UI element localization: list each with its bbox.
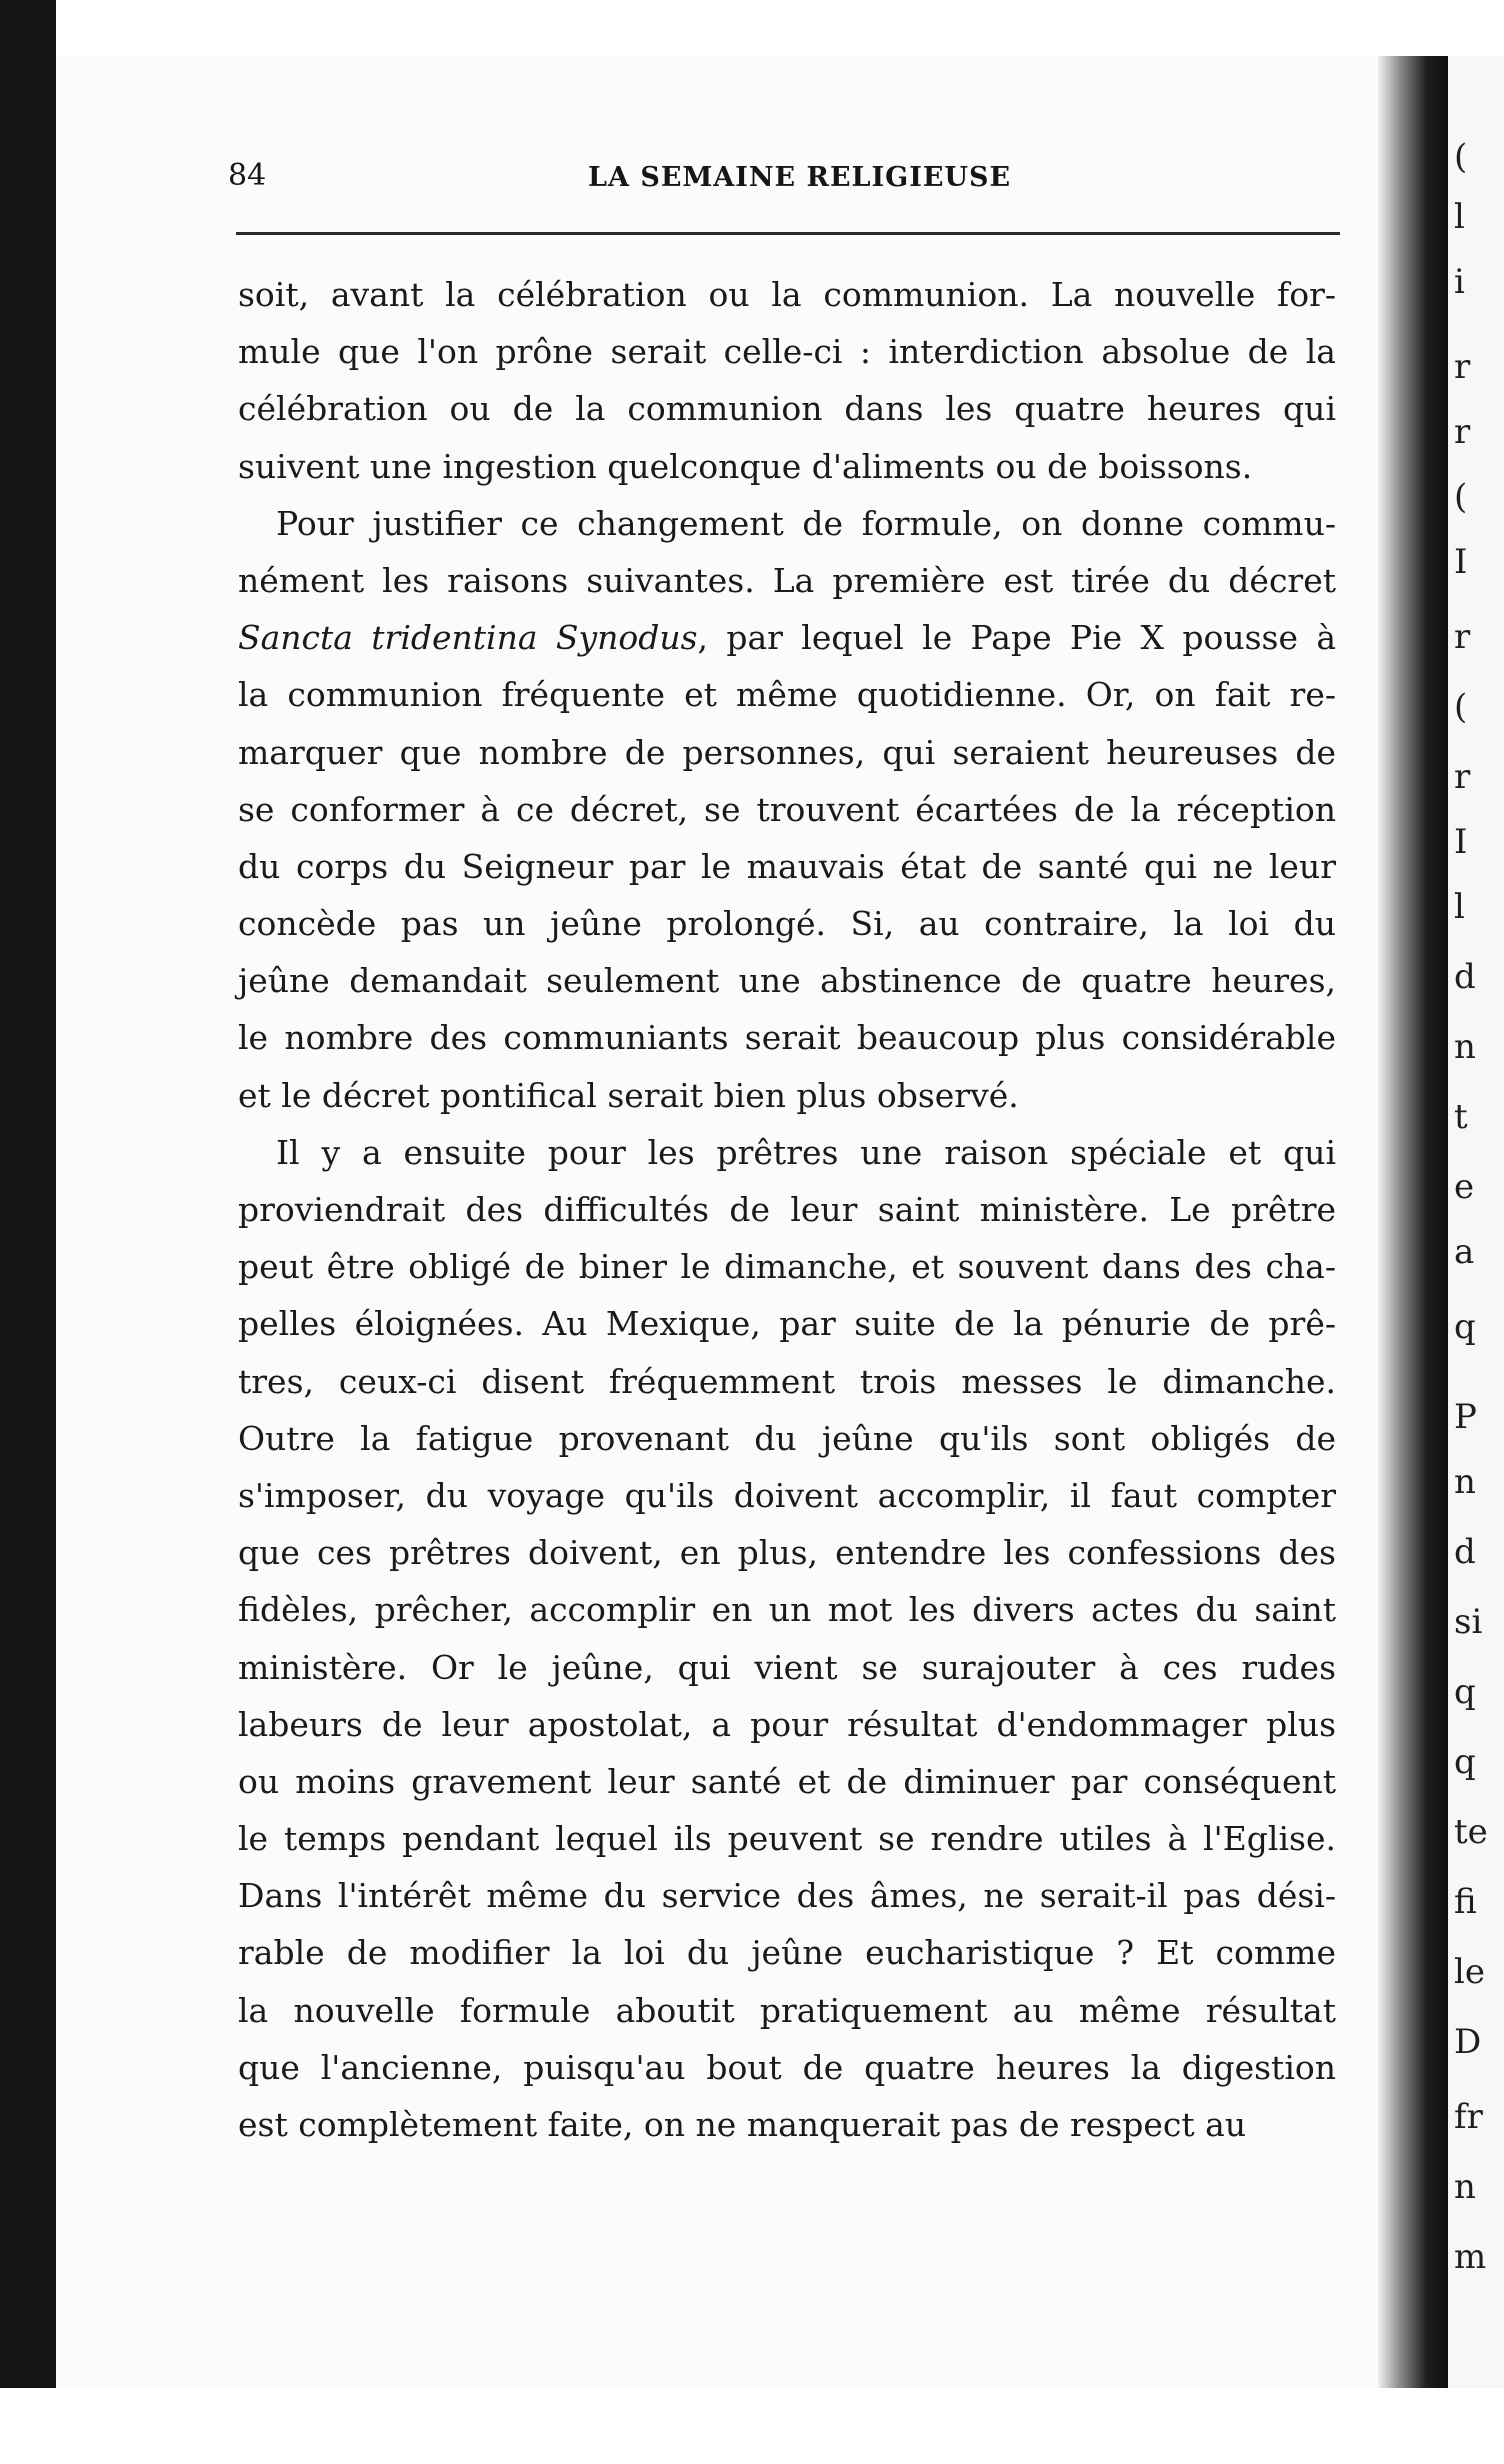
text-line: Sancta tridentina Synodus, par lequel le Pape Pie X pousse à xyxy=(238,618,1337,658)
text-line: marquer que nombre de personnes, qui seraient heureuses de xyxy=(238,732,1336,772)
text-line: pelles éloignées. Au Mexique, par suite de la pénurie de prê- xyxy=(238,1304,1336,1344)
text-line: mule que l'on prône serait celle-ci : interdiction absolue de la xyxy=(238,332,1336,372)
text-line: Outre la fatigue provenant du jeûne qu'ils sont obligés de xyxy=(238,1418,1336,1458)
adjacent-page-glyph: l xyxy=(1454,197,1465,237)
adjacent-page-glyph: n xyxy=(1454,1462,1476,1502)
scan-top-margin xyxy=(0,0,1504,56)
adjacent-page-glyph: si xyxy=(1454,1602,1483,1642)
adjacent-page-glyph: te xyxy=(1454,1812,1488,1852)
adjacent-page-glyph: ( xyxy=(1454,687,1468,727)
text-line: se conformer à ce décret, se trouvent écartées de la réception xyxy=(238,789,1336,829)
text-line: jeûne demandait seulement une abstinence de quatre heures, xyxy=(238,961,1336,1001)
adjacent-page-glyph: t xyxy=(1454,1097,1468,1137)
text-line: s'imposer, du voyage qu'ils doivent accomplir, il faut compter xyxy=(238,1475,1336,1515)
text-line: Pour justifier ce changement de formule, on donne commu- xyxy=(276,503,1336,543)
text-line: et le décret pontifical serait bien plus observé. xyxy=(238,1075,1019,1115)
adjacent-page-glyph: I xyxy=(1454,822,1468,862)
adjacent-page-glyph: le xyxy=(1454,1952,1485,1992)
text-line: le temps pendant lequel ils peuvent se rendre utiles à l'Eglise. xyxy=(238,1819,1336,1859)
adjacent-page-edge xyxy=(1448,56,1504,2388)
page-number: 84 xyxy=(228,158,267,193)
adjacent-page-glyph: n xyxy=(1454,2167,1476,2207)
adjacent-page-glyph: d xyxy=(1454,1532,1476,1572)
adjacent-page-glyph: r xyxy=(1454,757,1471,797)
text-line: suivent une ingestion quelconque d'aliments ou de boissons. xyxy=(238,446,1253,486)
adjacent-page-glyph: ( xyxy=(1454,137,1468,177)
text-line: peut être obligé de biner le dimanche, et souvent dans des cha- xyxy=(238,1247,1336,1287)
text-line: est complètement faite, on ne manquerait pas de respect au xyxy=(238,2105,1247,2144)
adjacent-page-glyph: m xyxy=(1454,2237,1487,2277)
text-line: que ces prêtres doivent, en plus, entendre les confessions des xyxy=(238,1533,1336,1573)
adjacent-page-glyph: a xyxy=(1454,1232,1475,1272)
text-line: concède pas un jeûne prolongé. Si, au contraire, la loi du xyxy=(238,904,1336,944)
adjacent-page-glyph: ( xyxy=(1454,477,1468,517)
text-line: la communion fréquente et même quotidienne. Or, on fait re- xyxy=(238,675,1336,715)
body-text xyxy=(238,266,1336,2153)
text-line: ou moins gravement leur santé et de diminuer par conséquent xyxy=(238,1761,1336,1801)
adjacent-page-glyph: d xyxy=(1454,957,1476,997)
text-line: proviendrait des difficultés de leur saint ministère. Le prêtre xyxy=(238,1190,1336,1229)
text-line: célébration ou de la communion dans les quatre heures qui xyxy=(238,389,1336,429)
scan-left-border xyxy=(0,0,56,2464)
adjacent-page-glyph: P xyxy=(1454,1397,1477,1437)
adjacent-page-glyph: l xyxy=(1454,887,1465,927)
adjacent-page-glyph: I xyxy=(1454,542,1468,582)
text-line: du corps du Seigneur par le mauvais état de santé qui ne leur xyxy=(238,846,1336,886)
text-line: soit, avant la célébration ou la communion. La nouvelle for- xyxy=(238,275,1336,314)
adjacent-page-glyph: e xyxy=(1454,1167,1475,1207)
text-line: le nombre des communiants serait beaucoup plus considérable xyxy=(238,1018,1336,1058)
adjacent-page-glyph: n xyxy=(1454,1027,1476,1067)
text-line: rable de modifier la loi du jeûne eucharistique ? Et comme xyxy=(238,1933,1336,1973)
text-line: Dans l'intérêt même du service des âmes, ne serait-il pas dési- xyxy=(238,1876,1336,1916)
adjacent-page-glyph: fr xyxy=(1454,2097,1483,2137)
header-rule xyxy=(236,232,1340,235)
running-title: LA SEMAINE RELIGIEUSE xyxy=(588,162,1012,193)
adjacent-page-glyph: q xyxy=(1454,1307,1476,1347)
text-line: fidèles, prêcher, accomplir en un mot les divers actes du saint xyxy=(238,1590,1336,1630)
adjacent-page-glyph: D xyxy=(1454,2022,1482,2062)
adjacent-page-glyph: i xyxy=(1454,262,1465,302)
text-line: la nouvelle formule aboutit pratiquement au même résultat xyxy=(238,1990,1336,2030)
text-line: Il y a ensuite pour les prêtres une raison spéciale et qui xyxy=(276,1132,1336,1172)
adjacent-page-glyph: r xyxy=(1454,617,1471,657)
adjacent-page-glyph: q xyxy=(1454,1672,1476,1712)
text-line: tres, ceux-ci disent fréquemment trois messes le dimanche. xyxy=(238,1361,1336,1401)
adjacent-page-glyph: r xyxy=(1454,412,1471,452)
adjacent-page-glyph: q xyxy=(1454,1742,1476,1782)
page-header xyxy=(228,158,1340,198)
text-line: nément les raisons suivantes. La première est tirée du décret xyxy=(238,560,1336,600)
text-line: ministère. Or le jeûne, qui vient se surajouter à ces rudes xyxy=(238,1647,1336,1687)
adjacent-page-glyph: fi xyxy=(1454,1882,1477,1922)
adjacent-page-glyph: r xyxy=(1454,347,1471,387)
text-line: labeurs de leur apostolat, a pour résultat d'endommager plus xyxy=(238,1704,1336,1744)
scan-bottom-margin xyxy=(0,2388,1504,2464)
book-gutter-shadow xyxy=(1378,56,1448,2388)
text-line: que l'ancienne, puisqu'au bout de quatre heures la digestion xyxy=(238,2047,1336,2087)
